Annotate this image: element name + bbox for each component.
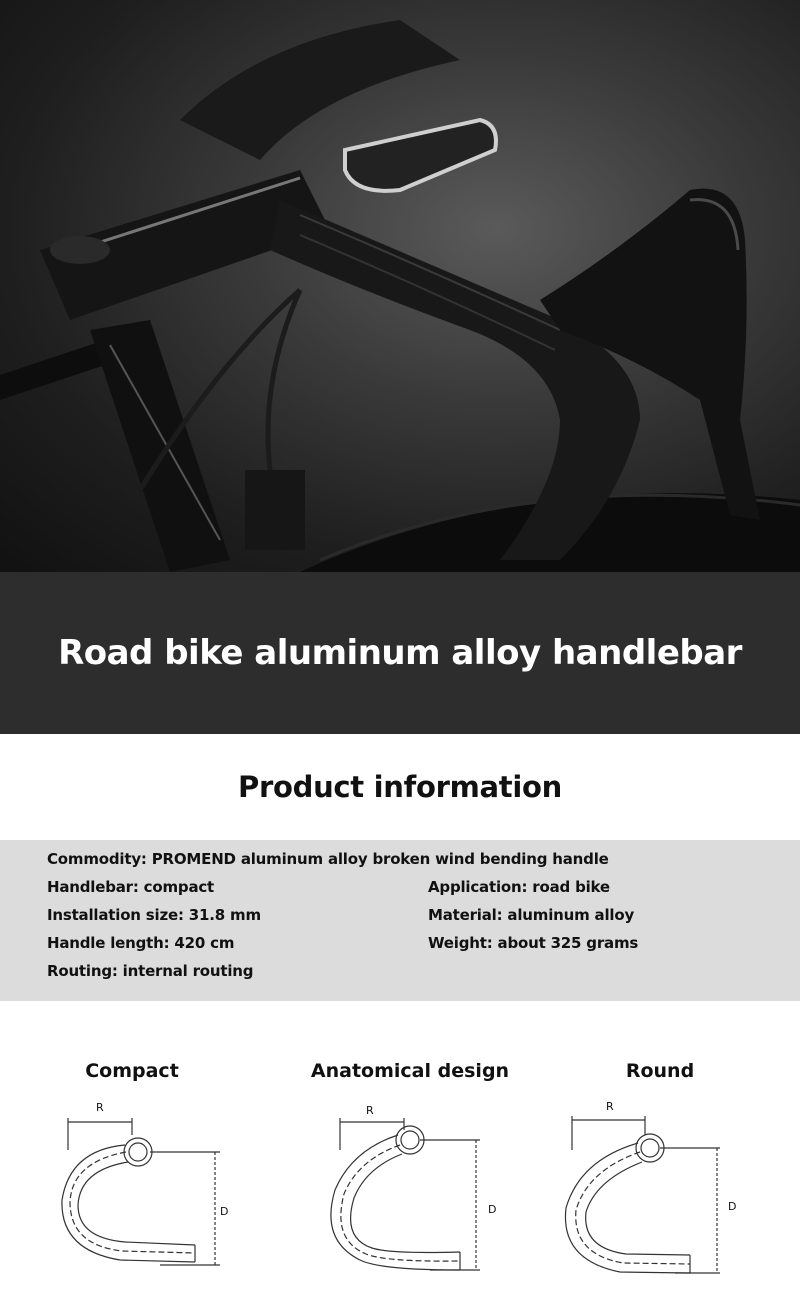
reach-label: R bbox=[366, 1104, 374, 1117]
page-title: Road bike aluminum alloy handlebar bbox=[58, 633, 742, 673]
diagram-anatomical bbox=[280, 1060, 540, 1300]
hero-photo bbox=[0, 0, 800, 572]
spec-handlebar: Handlebar: compact bbox=[47, 878, 215, 896]
title-banner bbox=[0, 572, 800, 734]
spec-commodity: Commodity: PROMEND aluminum alloy broken wind bending handle bbox=[47, 850, 609, 868]
reach-label: R bbox=[96, 1101, 104, 1114]
diagram-label-compact: Compact bbox=[85, 1060, 179, 1082]
spec-application: Application: road bike bbox=[428, 878, 610, 896]
bike-handlebar-illustration bbox=[0, 0, 800, 572]
drop-label: D bbox=[488, 1203, 497, 1216]
spec-installation-size: Installation size: 31.8 mm bbox=[47, 906, 261, 924]
product-info-header bbox=[0, 734, 800, 840]
spec-routing: Routing: internal routing bbox=[47, 962, 254, 980]
drop-label: D bbox=[220, 1205, 229, 1218]
diagram-label-anatomical: Anatomical design bbox=[310, 1060, 510, 1082]
reach-label: R bbox=[606, 1100, 614, 1113]
compact-drop-diagram bbox=[10, 1090, 270, 1300]
diagram-round bbox=[530, 1060, 790, 1300]
spec-weight: Weight: about 325 grams bbox=[428, 934, 639, 952]
anatomical-drop-diagram bbox=[280, 1090, 540, 1300]
spec-handle-length: Handle length: 420 cm bbox=[47, 934, 235, 952]
drop-label: D bbox=[728, 1200, 737, 1213]
spec-panel bbox=[0, 840, 800, 1001]
round-drop-diagram bbox=[530, 1090, 790, 1300]
diagram-compact bbox=[10, 1060, 270, 1300]
product-info-heading: Product information bbox=[238, 770, 562, 804]
diagram-label-round: Round bbox=[625, 1060, 695, 1082]
spec-material: Material: aluminum alloy bbox=[428, 906, 635, 924]
